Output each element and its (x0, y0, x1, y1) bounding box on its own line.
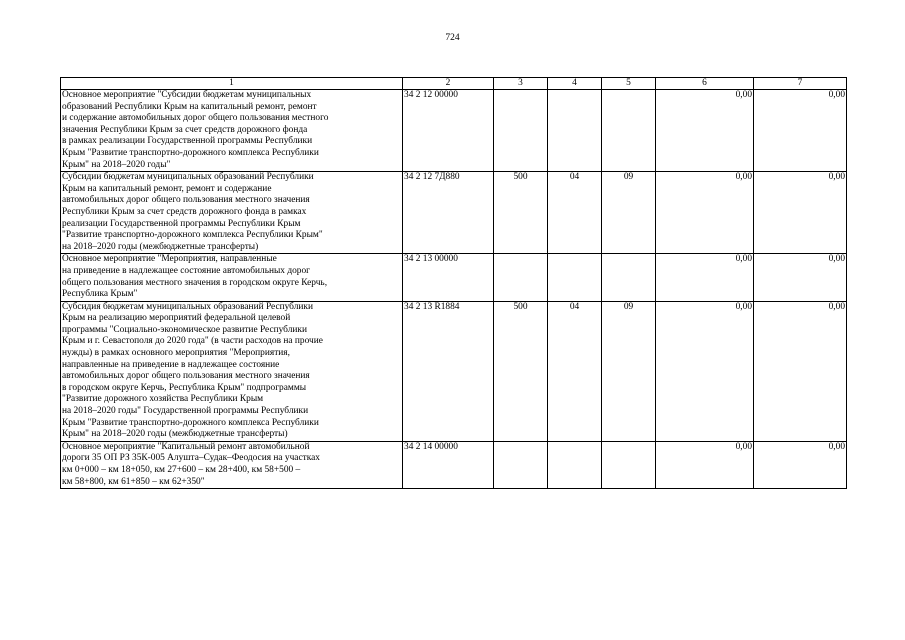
row-amount-col7: 0,00 (754, 301, 847, 441)
row-expense-type (494, 90, 548, 172)
row-amount-col6: 0,00 (656, 254, 754, 301)
table-header-row (61, 78, 847, 90)
row-target-code: 34 2 12 7Д880 (403, 172, 494, 254)
row-subsection: 09 (602, 172, 656, 254)
row-section (548, 254, 602, 301)
column-header: 5 (602, 78, 656, 90)
row-description: Основное мероприятие "Субсидии бюджетам муниципальных образований Республики Крым на капитальный ремонт, ремонт и содержание автомобильных дорог общего пользования местного значения Республики Крым за счет средств дорожного фонда в рамках реализации Государственной программы Республики Крым "Развитие транспортно-дорожного комплекса Республики Крым" на 2018–2020 годы" (61, 90, 403, 172)
row-description: Субсидия бюджетам муниципальных образований Республики Крым на реализацию мероприятий федеральной целевой программы "Социально-экономическое развитие Республики Крым и г. Севастополя до 2020 года" (в части расходов на прочие нужды) в рамках основного мероприятия "Мероприятия, направленные на приведение в надлежащее состояние автомобильных дорог общего пользования местного значения в городском округе Керчь, Республика Крым" подпрограммы "Развитие дорожного хозяйства Республики Крым на 2018–2020 годы" Государственной программы Республики Крым "Развитие транспортно-дорожного комплекса Республики Крым" на 2018–2020 годы (межбюджетные трансферты) (61, 301, 403, 441)
row-description: Основное мероприятие "Капитальный ремонт автомобильной дороги 35 ОП РЗ 35К-005 Алушта–Судак–Феодосия на участках км 0+000 – км 18+050, км 27+600 – км 28+400, км 58+500 – км 58+800, км 61+850 – км 62+350" (61, 441, 403, 488)
row-amount-col7: 0,00 (754, 441, 847, 488)
row-expense-type (494, 254, 548, 301)
row-description: Субсидии бюджетам муниципальных образований Республики Крым на капитальный ремонт, ремонт и содержание автомобильных дорог общего пользования местного значения Республики Крым за счет средств дорожного фонда в рамках реализации Государственной программы Республики Крым "Развитие транспортно-дорожного комплекса Республики Крым" на 2018–2020 годы (межбюджетные трансферты) (61, 172, 403, 254)
column-header: 7 (754, 78, 847, 90)
row-amount-col6: 0,00 (656, 90, 754, 172)
column-header: 1 (61, 78, 403, 90)
row-section: 04 (548, 301, 602, 441)
row-subsection (602, 254, 656, 301)
row-expense-type: 500 (494, 301, 548, 441)
row-amount-col7: 0,00 (754, 172, 847, 254)
budget-table (60, 77, 847, 489)
row-section (548, 90, 602, 172)
row-amount-col6: 0,00 (656, 172, 754, 254)
row-amount-col6: 0,00 (656, 301, 754, 441)
row-target-code: 34 2 13 00000 (403, 254, 494, 301)
column-header: 3 (494, 78, 548, 90)
row-subsection: 09 (602, 301, 656, 441)
table-row (61, 441, 847, 488)
row-target-code: 34 2 12 00000 (403, 90, 494, 172)
column-header: 6 (656, 78, 754, 90)
row-expense-type (494, 441, 548, 488)
row-section (548, 441, 602, 488)
row-subsection (602, 441, 656, 488)
column-header: 4 (548, 78, 602, 90)
row-section: 04 (548, 172, 602, 254)
row-expense-type: 500 (494, 172, 548, 254)
table-row (61, 172, 847, 254)
row-target-code: 34 2 14 00000 (403, 441, 494, 488)
row-subsection (602, 90, 656, 172)
row-amount-col7: 0,00 (754, 254, 847, 301)
page-number: 724 (445, 33, 460, 43)
row-target-code: 34 2 13 R1884 (403, 301, 494, 441)
table-row (61, 90, 847, 172)
table-row (61, 301, 847, 441)
row-amount-col6: 0,00 (656, 441, 754, 488)
row-amount-col7: 0,00 (754, 90, 847, 172)
row-description: Основное мероприятие "Мероприятия, направленные на приведение в надлежащее состояние автомобильных дорог общего пользования местного значения в городском округе Керчь, Республика Крым" (61, 254, 403, 301)
table-row (61, 254, 847, 301)
column-header: 2 (403, 78, 494, 90)
